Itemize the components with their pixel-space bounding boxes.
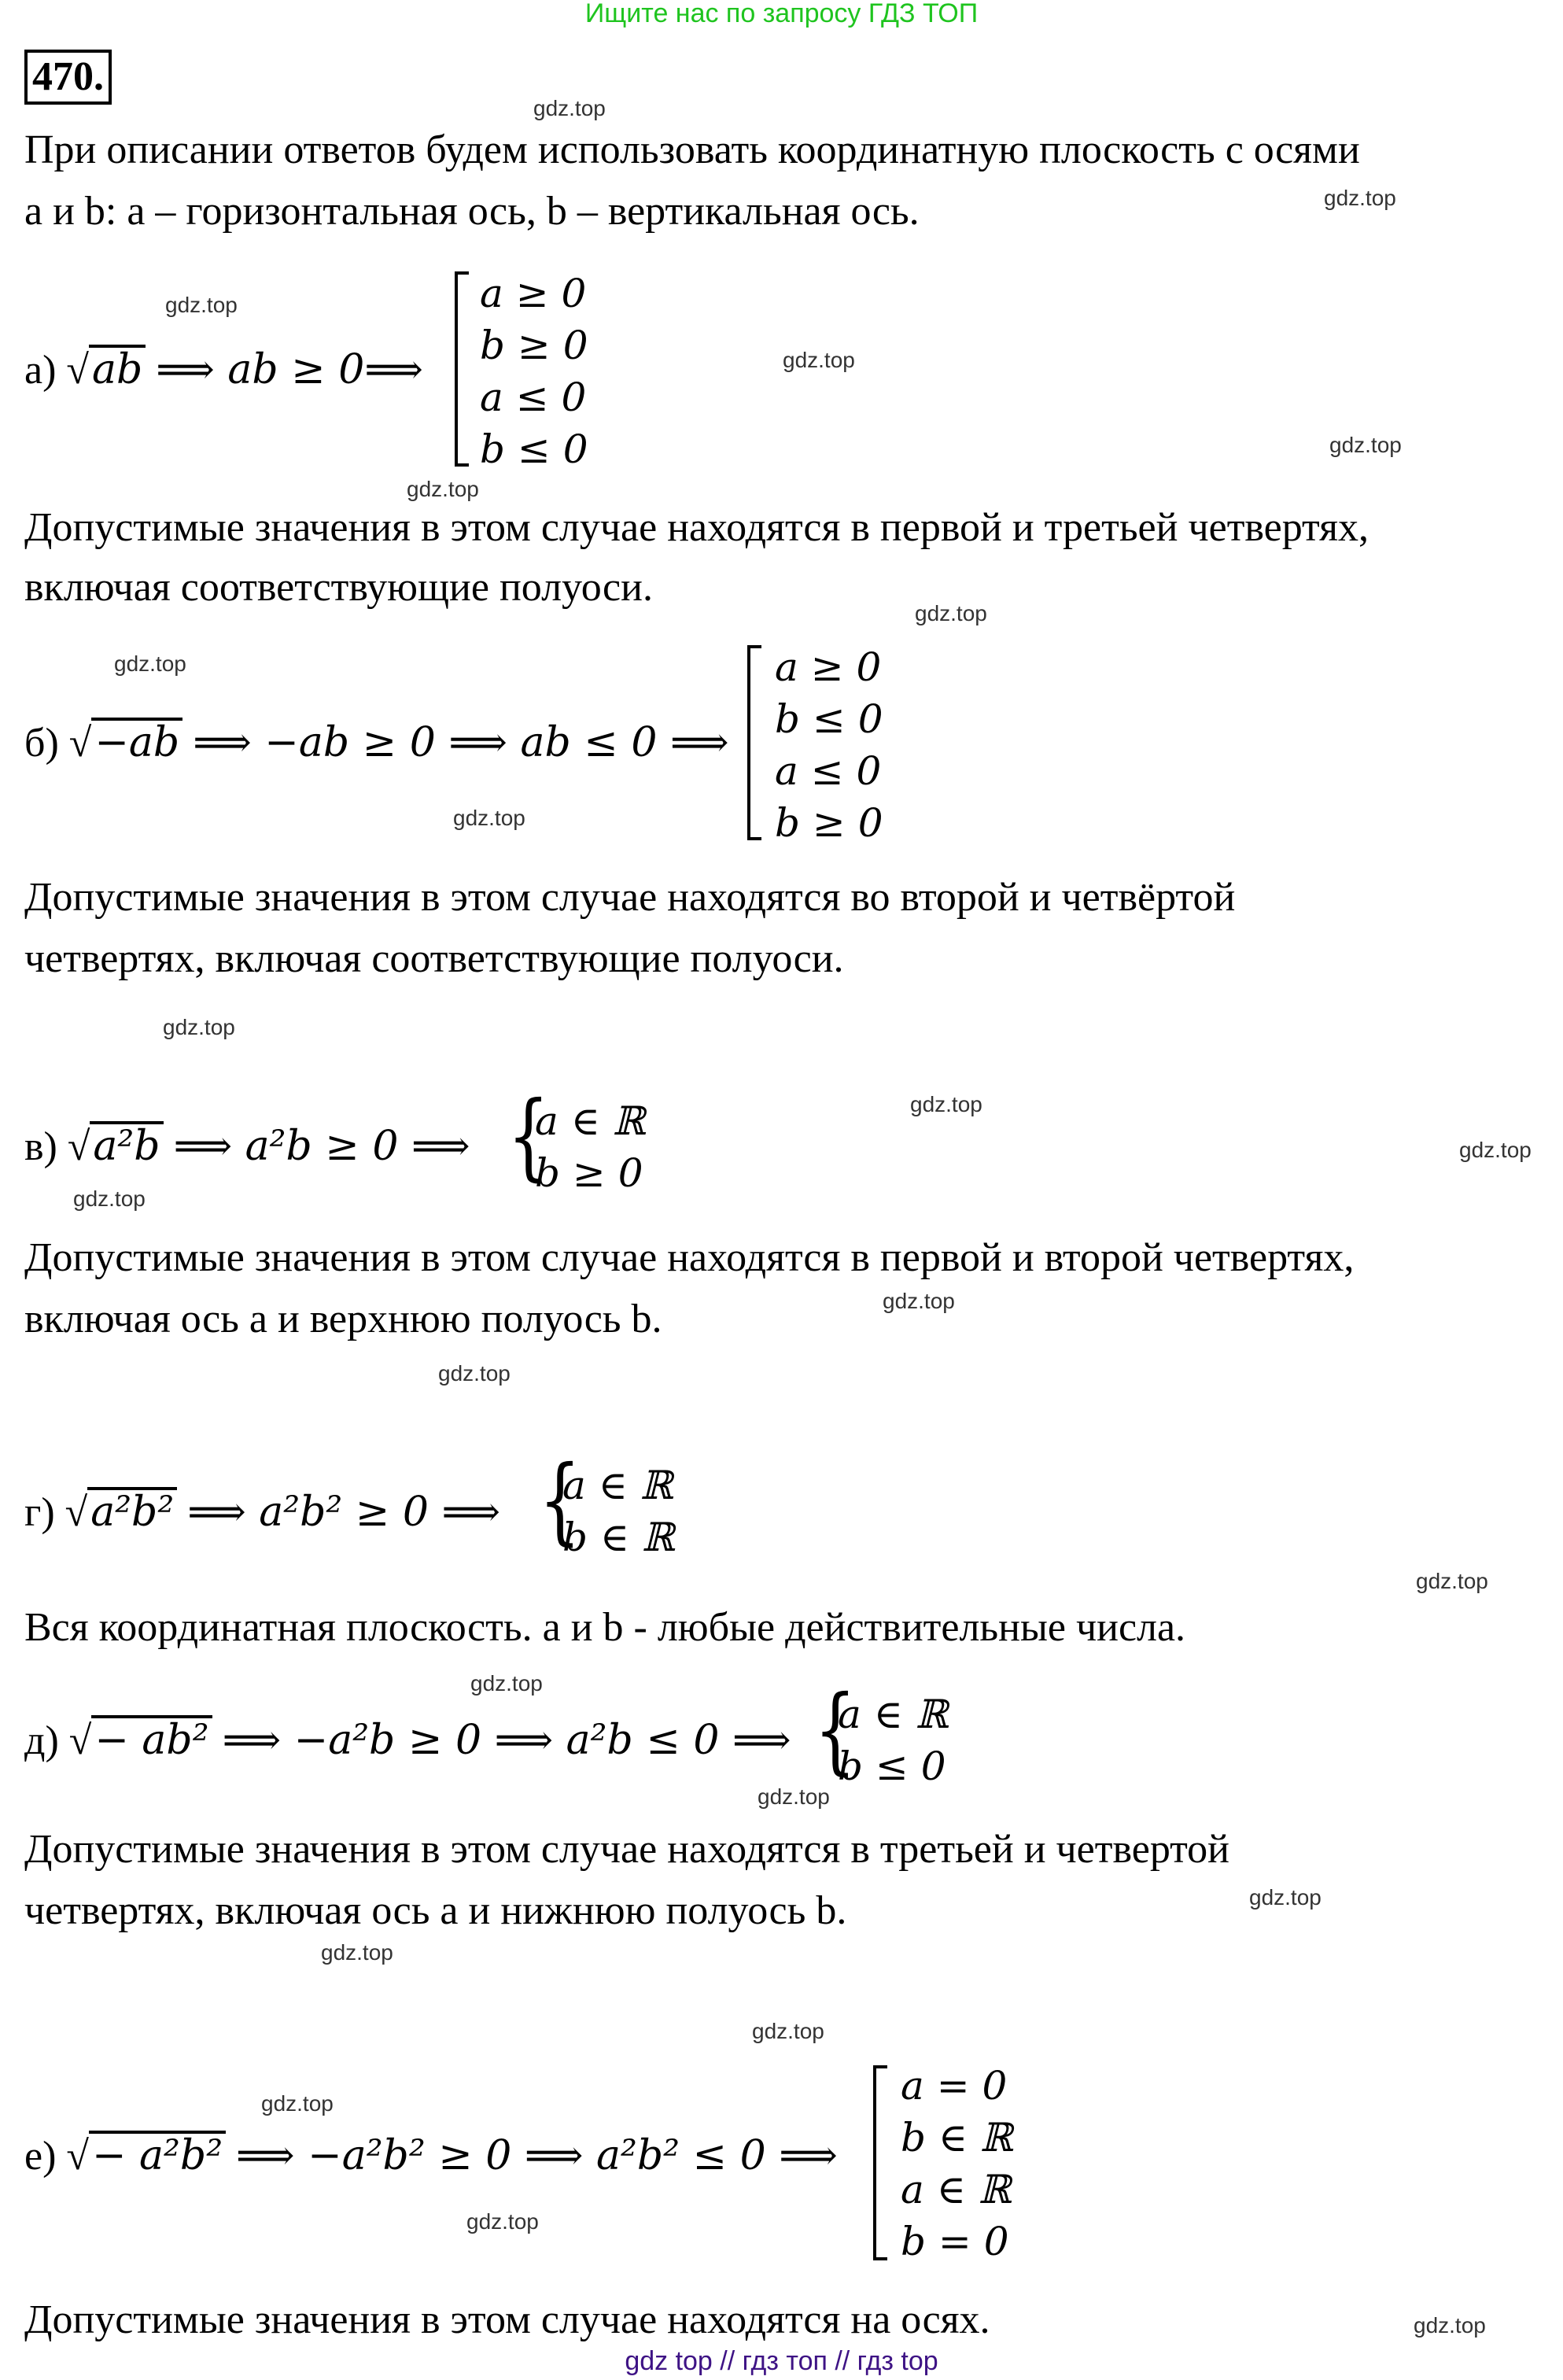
part-v-text-2: включая ось a и верхнюю полуось b. (24, 1297, 662, 1341)
watermark: gdz.top (533, 96, 606, 120)
condition: a ∈ ℝ (562, 1463, 673, 1508)
part-d-system (838, 1688, 948, 1792)
union-bracket (455, 271, 469, 467)
condition: a ≤ 0 (480, 375, 587, 420)
part-d-radicand: − ab² (91, 1715, 212, 1762)
part-v-system (535, 1095, 645, 1199)
part-d-text-2: четвертях, включая ось a и нижнюю полуось b. (24, 1888, 847, 1933)
watermark: gdz.top (1416, 1569, 1488, 1593)
part-a-chain: ⟹ ab ≥ 0⟹ (156, 346, 423, 393)
condition: a ∈ ℝ (901, 2167, 1012, 2212)
condition: b ≤ 0 (480, 426, 588, 472)
part-v-chain: ⟹ a²b ≥ 0 ⟹ (173, 1123, 470, 1170)
part-v-equation (24, 1121, 470, 1171)
condition: b ≥ 0 (480, 323, 588, 368)
condition: a ≥ 0 (480, 271, 587, 316)
part-g-text-1: Вся координатная плоскость. a и b - любые действительные числа. (24, 1605, 1186, 1650)
sqrt-symbol: √− ab² (69, 1715, 212, 1765)
watermark: gdz.top (883, 1289, 955, 1313)
part-e-text-1: Допустимые значения в этом случае находятся на осях. (24, 2297, 990, 2342)
sqrt-symbol: √− a²b² (66, 2131, 226, 2180)
system-brace: { (539, 1446, 581, 1555)
watermark: gdz.top (915, 601, 987, 625)
search-banner[interactable]: Ищите нас по запросу ГДЗ ТОП (584, 0, 979, 28)
condition: b ∈ ℝ (901, 2115, 1013, 2160)
watermark: gdz.top (910, 1092, 982, 1116)
union-bracket (873, 2065, 887, 2260)
part-d-text-1: Допустимые значения в этом случае находятся в третьей и четвертой (24, 1827, 1229, 1872)
part-g-label: г) (24, 1490, 55, 1535)
watermark: gdz.top (73, 1186, 146, 1211)
condition: b = 0 (901, 2219, 1009, 2264)
footer-links[interactable]: gdz top // гдз топ // гдз top (625, 2346, 938, 2376)
sqrt-symbol: √a²b² (65, 1487, 178, 1537)
condition: b ≤ 0 (775, 696, 883, 742)
condition: a ∈ ℝ (838, 1692, 949, 1737)
condition: a ≥ 0 (775, 644, 882, 690)
watermark: gdz.top (407, 477, 479, 501)
watermark: gdz.top (1329, 433, 1402, 457)
watermark: gdz.top (165, 293, 238, 317)
part-a-text-2: включая соответствующие полуоси. (24, 565, 653, 610)
system-brace: { (507, 1082, 550, 1191)
condition: a ≤ 0 (775, 748, 882, 794)
condition: b ∈ ℝ (562, 1515, 675, 1560)
part-a-system (480, 268, 588, 475)
part-a-text-1: Допустимые значения в этом случае находятся в первой и третьей четвертях, (24, 505, 1369, 550)
watermark: gdz.top (1414, 2313, 1486, 2338)
part-g-system (562, 1459, 674, 1563)
part-b-system (775, 641, 883, 849)
watermark: gdz.top (783, 348, 855, 372)
watermark: gdz.top (758, 1784, 830, 1809)
part-e-system (901, 2060, 1012, 2267)
part-d-label: д) (24, 1718, 59, 1763)
condition: a = 0 (901, 2063, 1008, 2109)
part-v-radicand: a²b (90, 1121, 163, 1168)
watermark: gdz.top (261, 2091, 334, 2116)
part-a-label: а) (24, 348, 57, 393)
watermark: gdz.top (1459, 1138, 1532, 1162)
part-e-chain: ⟹ −a²b² ≥ 0 ⟹ a²b² ≤ 0 ⟹ (236, 2132, 838, 2179)
intro-line-1: При описании ответов будем использовать координатную плоскость с осями (24, 127, 1360, 172)
intro-line-2: a и b: a – горизонтальная ось, b – вертикальная ось. (24, 189, 920, 234)
watermark: gdz.top (466, 2209, 539, 2234)
system-brace: { (814, 1676, 857, 1785)
part-v-text-1: Допустимые значения в этом случае находятся в первой и второй четвертях, (24, 1235, 1355, 1280)
watermark: gdz.top (1324, 186, 1396, 210)
watermark: gdz.top (163, 1015, 235, 1039)
part-g-radicand: a²b² (87, 1487, 177, 1534)
watermark: gdz.top (752, 2019, 824, 2043)
watermark: gdz.top (438, 1361, 511, 1386)
part-g-chain: ⟹ a²b² ≥ 0 ⟹ (187, 1489, 501, 1536)
part-e-radicand: − a²b² (89, 2131, 226, 2178)
part-d-chain: ⟹ −a²b ≥ 0 ⟹ a²b ≤ 0 ⟹ (222, 1717, 791, 1764)
condition: b ≥ 0 (775, 800, 883, 846)
part-v-label: в) (24, 1124, 57, 1169)
part-g-equation (24, 1487, 500, 1537)
part-e-label: е) (24, 2134, 57, 2179)
part-b-radicand: −ab (91, 718, 182, 765)
sqrt-symbol: √−ab (69, 718, 182, 767)
union-bracket (747, 645, 761, 840)
watermark: gdz.top (1249, 1885, 1322, 1910)
part-b-equation (24, 718, 729, 767)
part-e-equation (24, 2131, 838, 2180)
part-d-equation (24, 1715, 791, 1765)
part-b-chain: ⟹ −ab ≥ 0 ⟹ ab ≤ 0 ⟹ (193, 719, 729, 766)
watermark: gdz.top (321, 1940, 393, 1965)
sqrt-symbol: √a²b (68, 1121, 164, 1171)
sqrt-symbol: √ab (66, 345, 146, 394)
condition: b ≤ 0 (838, 1743, 946, 1789)
problem-number: 470. (24, 50, 112, 105)
watermark: gdz.top (470, 1671, 543, 1696)
part-b-text-1: Допустимые значения в этом случае находятся во второй и четвёртой (24, 875, 1236, 920)
part-a-radicand: ab (89, 345, 146, 392)
part-b-label: б) (24, 721, 59, 766)
condition: b ≥ 0 (535, 1150, 643, 1196)
watermark: gdz.top (114, 651, 186, 676)
watermark: gdz.top (453, 806, 525, 830)
part-a-equation (24, 345, 423, 394)
part-b-text-2: четвертях, включая соответствующие полуоси. (24, 936, 844, 981)
condition: a ∈ ℝ (535, 1098, 646, 1144)
